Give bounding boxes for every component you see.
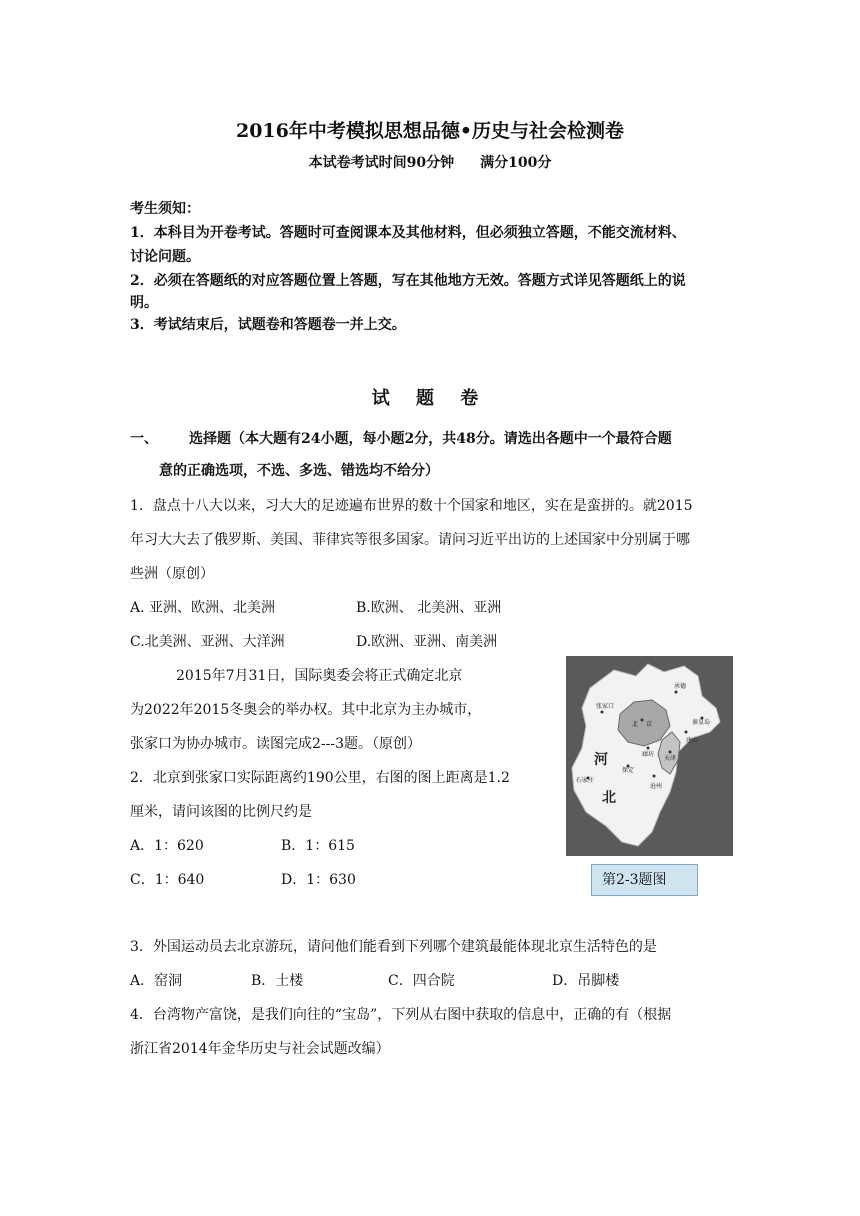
map-label-hebei-2: 北 (602, 790, 616, 806)
q2-3-intro: 张家口为协办城市。读图完成2---3题。（原创） (130, 736, 422, 752)
notice-line: 2．必须在答题纸的对应答题位置上答题，写在其他地方无效。答题方式详见答题纸上的说 (130, 273, 686, 289)
q2-3-intro: 为2022年2015冬奥会的举办权。其中北京为主办城市， (130, 702, 482, 718)
q2-option-d[interactable]: D．1：630 (281, 872, 356, 888)
q1-option-a[interactable]: A. 亚洲、欧洲、北美洲 (130, 600, 276, 616)
hebei-map-figure (566, 656, 733, 856)
notice-line: 1．本科目为开卷考试。答题时可查阅课本及其他材料，但必须独立答题，不能交流材料、 (130, 225, 686, 241)
map-label-tangshan: 唐山 (686, 737, 699, 744)
notice-line: 3．考试结束后，试题卷和答题卷一并上交。 (130, 317, 406, 333)
map-caption: 第2-3题图 (591, 864, 698, 896)
map-label-baoding: 保定 (622, 767, 635, 774)
map-label-beijing-2: 京 (646, 721, 653, 728)
map-label-zhangjiakou: 张家口 (596, 703, 615, 710)
section-title: 试 题 卷 (371, 388, 489, 409)
q3-option-a[interactable]: A．窑洞 (130, 973, 183, 989)
map-label-cangzhou: 沧州 (650, 783, 663, 790)
q2-option-b[interactable]: B．1：615 (281, 838, 355, 854)
map-label-langfang: 廊坊 (642, 751, 655, 758)
question-4-text: 浙江省2014年金华历史与社会试题改编） (130, 1041, 390, 1057)
notice-line: 明。 (130, 295, 158, 311)
q2-3-intro: 2015年7月31日，国际奥委会将正式确定北京 (176, 668, 463, 684)
notice-line: 讨论问题。 (130, 249, 200, 265)
q2-option-c[interactable]: C．1：640 (130, 872, 205, 888)
q3-option-c[interactable]: C．四合院 (388, 973, 455, 989)
question-1-text: 年习大大去了俄罗斯、美国、菲律宾等很多国家。请问习近平出访的上述国家中分别属于哪 (130, 532, 690, 548)
section-number: 一、 (130, 431, 158, 447)
question-1-text: 些洲（原创） (130, 566, 214, 582)
question-4-text: 4．台湾物产富饶，是我们向往的“宝岛”，下列从右图中获取的信息中，正确的有（根据 (130, 1007, 672, 1023)
hebei-map (566, 656, 733, 856)
q3-option-d[interactable]: D．吊脚楼 (552, 973, 620, 989)
map-label-beijing-1: 北 (632, 721, 639, 728)
question-2-text: 2．北京到张家口实际距离约190公里，右图的图上距离是1.2 (130, 770, 510, 786)
exam-subtitle (0, 152, 860, 172)
q3-option-b[interactable]: B．土楼 (251, 973, 304, 989)
map-label-tianjin: 天津 (664, 755, 677, 762)
q1-option-c[interactable]: C.北美洲、亚洲、大洋洲 (130, 634, 285, 650)
map-label-hebei-1: 河 (594, 752, 608, 768)
notice-heading: 考生须知： (130, 201, 200, 217)
map-label-shijiazhuang: 石家庄 (576, 777, 595, 784)
question-2-text: 厘米，请问该图的比例尺约是 (130, 804, 312, 820)
section-heading: 选择题（本大题有24小题，每小题2分，共48分。请选出各题中一个最符合题 (189, 431, 672, 447)
exam-score: 满分100分 (480, 155, 552, 171)
q1-option-b[interactable]: B.欧洲、 北美洲、亚洲 (356, 600, 502, 616)
q2-option-a[interactable]: A．1：620 (130, 838, 204, 854)
map-label-qinhuangdao: 秦皇岛 (692, 719, 711, 726)
question-1-text: 1．盘点十八大以来，习大大的足迹遍布世界的数十个国家和地区，实在是蛮拼的。就2015 (130, 498, 693, 514)
exam-time: 本试卷考试时间90分钟 (308, 155, 455, 171)
map-label-chengde: 承德 (674, 683, 687, 690)
exam-title: 2016年中考模拟思想品德•历史与社会检测卷 (235, 120, 625, 142)
section-heading: 意的正确选项，不选、多选、错选均不给分） (159, 463, 439, 479)
q1-option-d[interactable]: D.欧洲、亚洲、南美洲 (356, 634, 498, 650)
question-3-text: 3．外国运动员去北京游玩，请问他们能看到下列哪个建筑最能体现北京生活特色的是 (130, 939, 657, 955)
